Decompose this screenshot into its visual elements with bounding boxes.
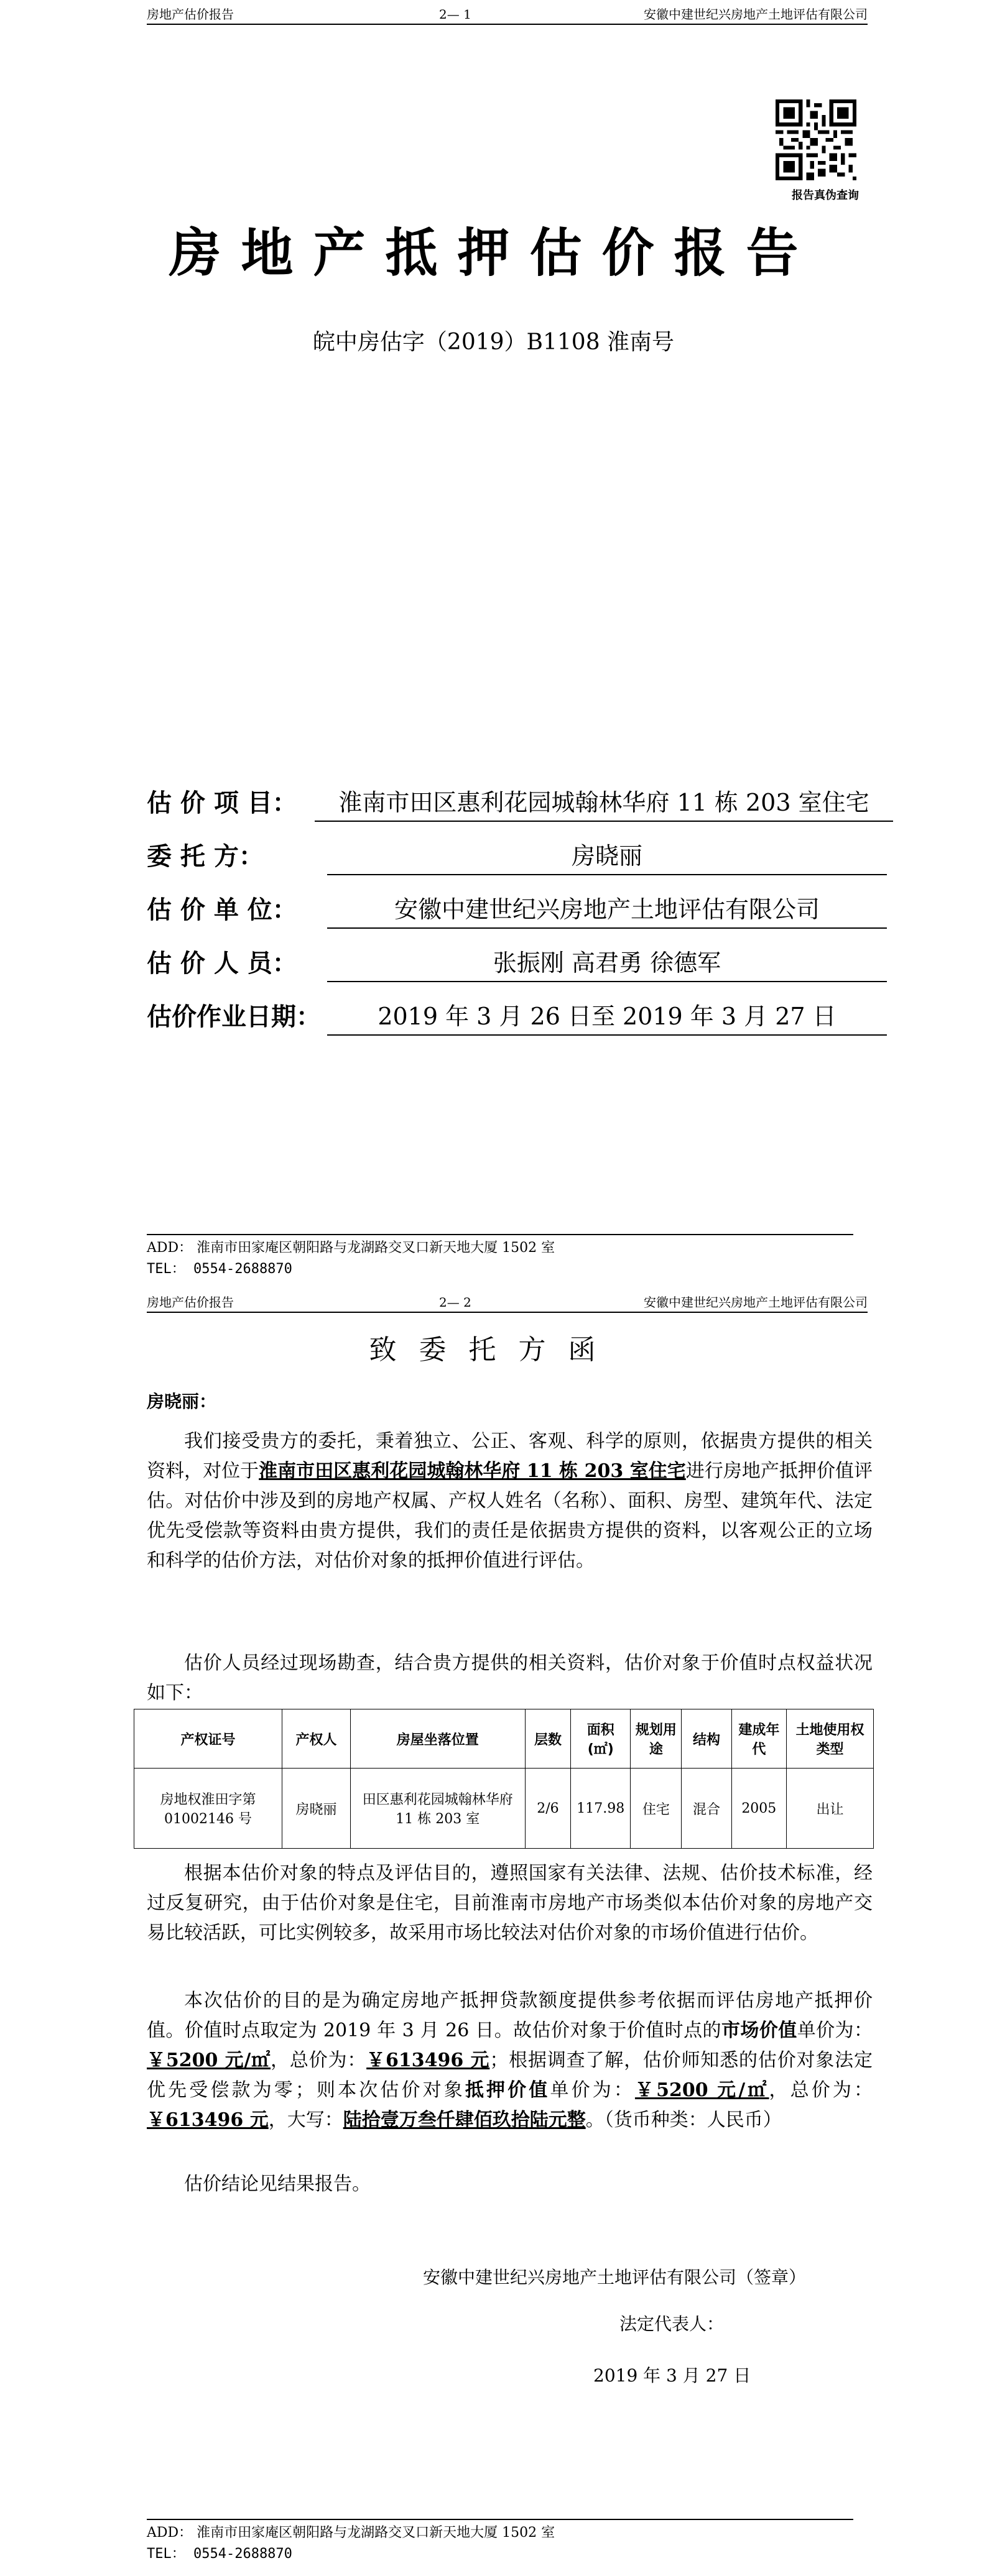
- table-header: 土地使用权类型: [787, 1709, 874, 1769]
- table-header: 结构: [682, 1709, 731, 1769]
- table-header: 层数: [525, 1709, 571, 1769]
- table-header: 面积(㎡): [571, 1709, 631, 1769]
- letter-paragraph-2: 估价人员经过现场勘查，结合贵方提供的相关资料，估价对象于价值时点权益状况如下：: [147, 1652, 873, 1704]
- table-cell: 田区惠利花园城翰林华府 11 栋 203 室: [350, 1769, 525, 1849]
- signature-date: 2019 年 3 月 27 日: [593, 2365, 751, 2386]
- header-left: 房地产估价报告: [147, 1295, 234, 1310]
- field-label: 估 价 项 目：: [147, 789, 297, 817]
- table-cell: 2005: [731, 1769, 787, 1849]
- document-number: 皖中房估字（2019）B1108 淮南号: [312, 329, 675, 355]
- property-info-table: [134, 1709, 874, 1849]
- table-header: 房屋坐落位置: [350, 1709, 525, 1769]
- table-cell: 出让: [787, 1769, 874, 1849]
- header-left: 房地产估价报告: [147, 7, 234, 22]
- footer-tel: TEL： 0554-2688870: [147, 2546, 292, 2562]
- field-label: 估 价 人 员：: [147, 949, 297, 978]
- letter-title: 致委托方函: [369, 1334, 618, 1366]
- table-header: 产权证号: [134, 1709, 282, 1769]
- table-row: [134, 1769, 874, 1849]
- field-client: [147, 838, 893, 875]
- field-value: 房晓丽: [327, 838, 887, 875]
- table-header: 规划用途: [631, 1709, 682, 1769]
- table-header-row: [134, 1709, 874, 1769]
- header-company: 安徽中建世纪兴房地产土地评估有限公司: [644, 7, 868, 22]
- page-header: [147, 5, 868, 25]
- header-page-number: 2— 2: [439, 1295, 471, 1310]
- header-company: 安徽中建世纪兴房地产土地评估有限公司: [644, 1295, 868, 1310]
- table-cell: 117.98: [571, 1769, 631, 1849]
- letter-paragraph-5: 估价结论见结果报告。: [184, 2173, 371, 2195]
- market-value-label: 市场价值: [721, 2020, 797, 2041]
- report-title: 房地产抵押估价报告: [169, 223, 818, 283]
- mortgage-total-price: ￥613496 元: [147, 2109, 269, 2131]
- table-header: 建成年代: [731, 1709, 787, 1769]
- field-label: 估 价 单 位：: [147, 896, 297, 924]
- field-value: 淮南市田区惠利花园城翰林华府 11 栋 203 室住宅: [315, 784, 893, 822]
- footer-address: ADD： 淮南市田家庵区朝阳路与龙湖路交叉口新天地大厦 1502 室: [147, 1240, 555, 1256]
- property-address: 淮南市田区惠利花园城翰林华府 11 栋 203 室住宅: [259, 1460, 686, 1482]
- qr-caption: 报告真伪查询: [792, 189, 859, 202]
- market-total-price: ￥613496 元: [366, 2049, 490, 2071]
- field-value: 2019 年 3 月 26 日至 2019 年 3 月 27 日: [327, 998, 887, 1036]
- field-appraisers: [147, 945, 893, 982]
- mortgage-unit-price: ￥5200 元/㎡: [634, 2079, 769, 2101]
- field-work-dates: [147, 998, 893, 1036]
- letter-paragraph-3: 根据本估价对象的特点及评估目的，遵照国家有关法律、法规、估价技术标准，经过反复研究，由于估价对象是住宅，目前淮南市房地产市场类似本估价对象的房地产交易比较活跃，可比实例较多，故采用市场比较法对估价对象的市场价值进行估价。: [147, 1862, 873, 1944]
- header-page-number: 2— 1: [439, 7, 471, 22]
- letter-paragraph-1: 我们接受贵方的委托，秉着独立、公正、客观、科学的原则，依据贵方提供的相关资料，对位于淮南市田区惠利花园城翰林华府 11 栋 203 室住宅进行房地产抵押价值评估。对估价中涉及到的房地产权属、产权人姓名（名称）、面积、房型、建筑年代、法定优先受偿款等资料由贵方提供，我们的责任是依据贵方提供的资料，以客观公正的立场和科学的估价方法，对估价对象的抵押价值进行评估。: [147, 1430, 873, 1571]
- footer-address: ADD： 淮南市田家庵区朝阳路与龙湖路交叉口新天地大厦 1502 室: [147, 2525, 555, 2541]
- qr-code-icon[interactable]: [776, 99, 856, 180]
- market-unit-price: ￥5200 元/㎡: [147, 2049, 271, 2071]
- field-label: 委 托 方：: [147, 842, 264, 871]
- field-value: 张振刚 高君勇 徐德军: [327, 945, 887, 982]
- table-header: 产权人: [282, 1709, 351, 1769]
- field-label: 估价作业日期：: [147, 1003, 321, 1031]
- page-footer-2: [147, 2519, 853, 2565]
- table-cell: 房地权淮田字第 01002146 号: [134, 1769, 282, 1849]
- signature-company: 安徽中建世纪兴房地产土地评估有限公司（签章）: [423, 2267, 807, 2288]
- field-appraiser-org: [147, 891, 893, 929]
- field-value: 安徽中建世纪兴房地产土地评估有限公司: [327, 891, 887, 929]
- table-cell: 住宅: [631, 1769, 682, 1849]
- field-appraisal-item: [147, 784, 893, 822]
- table-cell: 混合: [682, 1769, 731, 1849]
- letter-addressee: 房晓丽：: [147, 1391, 217, 1412]
- signature-legal-rep: 法定代表人：: [619, 2314, 725, 2334]
- letter-paragraph-4: 本次估价的目的是为确定房地产抵押贷款额度提供参考依据而评估房地产抵押价值。价值时点取定为 2019 年 3 月 26 日。故估价对象于价值时点的市场价值单价为：￥5200 元/㎡，总价为：￥613496 元；根据调查了解，估价师知悉的估价对象法定优先受偿款为零；则本次估价对象抵押价值单价为：￥5200 元/㎡，总价为：￥613496 元，大写：陆拾壹万叁仟肆佰玖拾陆元整。（货币种类：人民币）: [147, 1990, 873, 2131]
- table-cell: 房晓丽: [282, 1769, 351, 1849]
- page-footer: [147, 1234, 853, 1280]
- footer-tel: TEL： 0554-2688870: [147, 1261, 292, 1277]
- mortgage-value-label: 抵押价值: [465, 2079, 550, 2101]
- total-in-words: 陆拾壹万叁仟肆佰玖拾陆元整: [343, 2109, 586, 2131]
- table-cell: 2/6: [525, 1769, 571, 1849]
- page-header-2: [147, 1293, 868, 1313]
- qr-verify-block[interactable]: [776, 99, 875, 203]
